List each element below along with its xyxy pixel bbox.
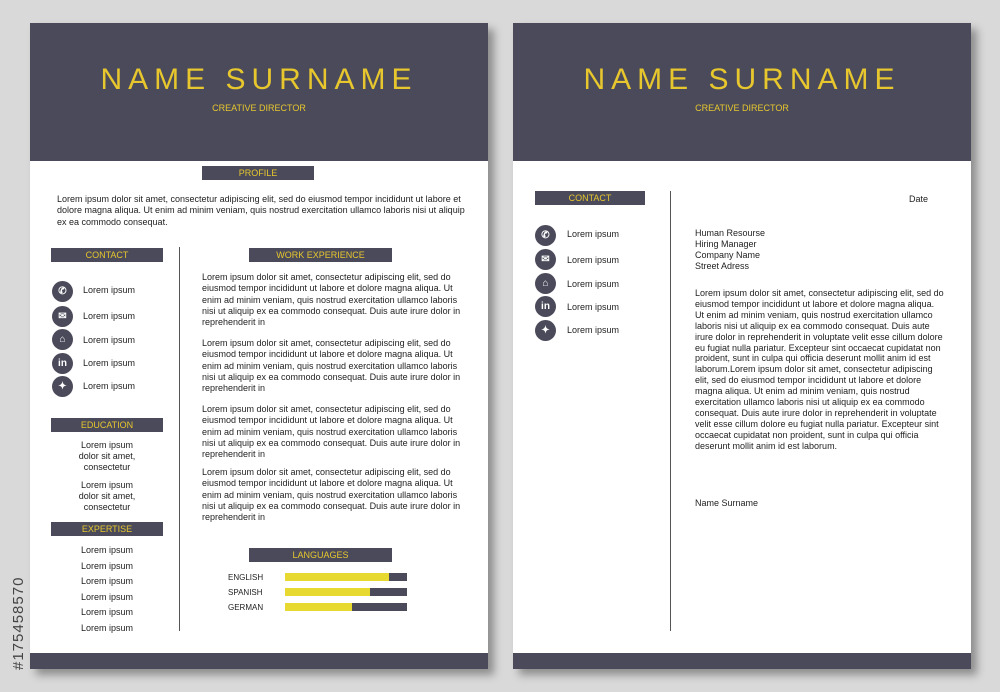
letter-job-title: CREATIVE DIRECTOR	[695, 103, 789, 113]
expertise-list	[51, 543, 163, 636]
letter-contact-address: Lorem ipsum	[567, 279, 620, 289]
expertise-item: Lorem ipsum	[80, 591, 134, 602]
letter-recipient: Human Resourse Hiring Manager Company Name Street Adress	[695, 228, 766, 271]
letter-footer	[513, 653, 971, 669]
contact-phone: Lorem ipsum	[83, 285, 136, 295]
mail-icon: ✉	[535, 249, 556, 270]
language-name: SPANISH	[228, 588, 263, 597]
expertise-item: Lorem ipsum	[80, 576, 134, 586]
language-name: ENGLISH	[228, 573, 264, 582]
home-icon: ⌂	[535, 273, 556, 294]
contact-address: Lorem ipsum	[83, 335, 136, 345]
resume-header	[30, 23, 488, 161]
expertise-item: Lorem ipsum	[80, 560, 134, 571]
mail-icon: ✉	[52, 306, 73, 327]
profile-text: Lorem ipsum dolor sit amet, consectetur adipiscing elit, sed do eiusmod tempor incididunt ut labore et dolore magna aliqua. Ut enim ad minim veniam, quis nostrud exercitation ullamco laboris nisi ut aliquip ex ea commodo consequat.	[57, 194, 465, 227]
work-entry: Lorem ipsum dolor sit amet, consectetur adipiscing elit, sed do eiusmod tempor incididunt ut labore et dolore magna aliqua. Ut enim ad minim veniam, quis nostrud exercitation ullamco laboris nisi ut aliquip ex ea commodo consequat. Duis aute irure dolor in reprehenderit in	[202, 467, 461, 523]
language-bar	[285, 603, 407, 611]
expertise-item: Lorem ipsum	[80, 622, 134, 633]
cover-letter-page	[513, 23, 971, 669]
work-entry: Lorem ipsum dolor sit amet, consectetur adipiscing elit, sed do eiusmod tempor incididunt ut labore et dolore magna aliqua. Ut enim ad minim veniam, quis nostrud exercitation ullamco laboris nisi ut aliquip ex ea commodo consequat. Duis aute irure dolor in reprehenderit in	[202, 272, 461, 328]
contact-linkedin: Lorem ipsum	[83, 358, 136, 368]
expertise-item: Lorem ipsum	[80, 607, 134, 617]
contact-mail: Lorem ipsum	[83, 311, 136, 321]
letter-signature: Name Surname	[695, 498, 759, 508]
twitter-icon: ✦	[535, 320, 556, 341]
letter-body: Lorem ipsum dolor sit amet, consectetur adipiscing elit, sed do eiusmod tempor incididunt ut labore et dolore magna aliqua. Ut enim ad minim veniam, quis nostrud exercitation ullamco laboris nisi ut aliquip ex ea commodo consequat. Duis aute irure dolor in reprehenderit in voluptate velit esse cillum dolore eu fugiat nulla pariatur. Excepteur sint occaecat cupidatat non proident, sunt in culpa qui officia deserunt mollit anim id est laborum.Lorem ipsum dolor sit amet, consectetur adipiscing elit, sed do eiusmod tempor incididunt ut labore et dolore magna aliqua. Ut enim ad minim veniam, quis nostrud exercitation ullamco laboris nisi ut aliquip ex ea commodo consequat. Duis aute irure dolor in reprehenderit in voluptate velit esse cillum dolore eu fugiat nulla pariatur. Excepteur sint occaecat cupidatat non proident, sunt in culpa qui officia deserunt mollit anim id est laborum.	[695, 288, 944, 451]
language-bar	[285, 588, 407, 596]
language-bar-fill	[285, 588, 370, 596]
profile-label: PROFILE	[202, 166, 314, 180]
home-icon: ⌂	[52, 329, 73, 350]
resume-name: NAME SURNAME	[100, 63, 418, 96]
work-entry: Lorem ipsum dolor sit amet, consectetur adipiscing elit, sed do eiusmod tempor incididunt ut labore et dolore magna aliqua. Ut enim ad minim veniam, quis nostrud exercitation ullamco laboris nisi ut aliquip ex ea commodo consequat. Duis aute irure dolor in reprehenderit in	[202, 404, 461, 460]
contact-label: CONTACT	[51, 248, 163, 262]
resume-job-title: CREATIVE DIRECTOR	[212, 103, 306, 113]
resume-page	[30, 23, 488, 669]
letter-contact-mail: Lorem ipsum	[567, 255, 620, 265]
letter-contact-linkedin: Lorem ipsum	[567, 302, 620, 312]
letter-contact-twitter: Lorem ipsum	[567, 325, 620, 335]
language-bar-fill	[285, 573, 389, 581]
phone-icon: ✆	[52, 281, 73, 302]
language-bar-fill	[285, 603, 352, 611]
letter-header	[513, 23, 971, 161]
letter-column-divider	[670, 191, 671, 631]
stock-id-label: #175458570	[10, 576, 27, 670]
language-bar	[285, 573, 407, 581]
language-name: GERMAN	[228, 603, 264, 612]
expertise-label: EXPERTISE	[51, 522, 163, 536]
education-item: Lorem ipsum dolor sit amet, consectetur	[78, 440, 136, 472]
education-label: EDUCATION	[51, 418, 163, 432]
twitter-icon: ✦	[52, 376, 73, 397]
work-entry: Lorem ipsum dolor sit amet, consectetur adipiscing elit, sed do eiusmod tempor incididunt ut labore et dolore magna aliqua. Ut enim ad minim veniam, quis nostrud exercitation ullamco laboris nisi ut aliquip ex ea commodo consequat. Duis aute irure dolor in reprehenderit in	[202, 338, 461, 394]
resume-footer	[30, 653, 488, 669]
education-item: Lorem ipsum dolor sit amet, consectetur	[78, 480, 136, 512]
expertise-item: Lorem ipsum	[80, 545, 134, 555]
letter-contact-label: CONTACT	[535, 191, 645, 205]
languages-label: LANGUAGES	[249, 548, 392, 562]
letter-name: NAME SURNAME	[583, 63, 901, 96]
linkedin-icon: in	[52, 353, 73, 374]
phone-icon: ✆	[535, 225, 556, 246]
work-experience-label: WORK EXPERIENCE	[249, 248, 392, 262]
letter-date: Date	[909, 194, 929, 204]
linkedin-icon: in	[535, 296, 556, 317]
contact-twitter: Lorem ipsum	[83, 381, 136, 391]
letter-contact-phone: Lorem ipsum	[567, 229, 620, 239]
column-divider	[179, 247, 180, 631]
